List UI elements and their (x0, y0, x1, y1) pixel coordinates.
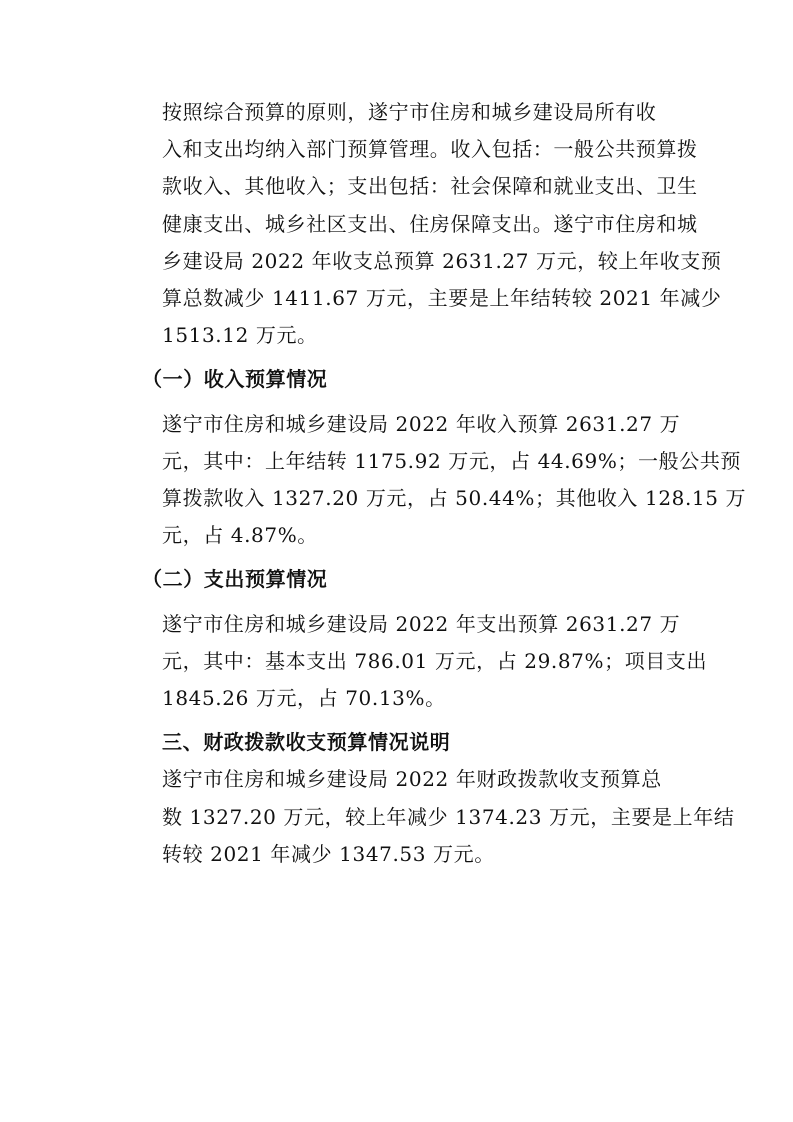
expense-section-heading: （二）支出预算情况 (142, 567, 328, 592)
fiscal-section-heading: 三、财政拨款收支预算情况说明 (162, 730, 451, 755)
text-line: 健康支出、城乡社区支出、住房保障支出。遂宁市住房和城 (162, 211, 698, 236)
document-page (122, 94, 747, 873)
text-line: 数 1327.20 万元，较上年减少 1374.23 万元，主要是上年结 (162, 804, 735, 829)
text-line: 遂宁市住房和城乡建设局 2022 年收入预算 2631.27 万 (162, 411, 681, 436)
text-line: 元，其中：上年结转 1175.92 万元，占 44.69%；一般公共预 (162, 448, 742, 473)
income-paragraph (122, 406, 747, 555)
text-line: 元，占 4.87%。 (162, 523, 318, 548)
income-section-heading: （一）收入预算情况 (142, 367, 328, 392)
text-line: 按照综合预算的原则，遂宁市住房和城乡建设局所有收 (162, 100, 657, 124)
text-line: 算拨款收入 1327.20 万元，占 50.44%；其他收入 128.15 万 (162, 486, 747, 511)
text-line: 入和支出均纳入部门预算管理。收入包括：一般公共预算拨 (162, 137, 698, 162)
text-line: 元，其中：基本支出 786.01 万元，占 29.87%；项目支出 (162, 648, 708, 673)
text-line: 款收入、其他收入；支出包括：社会保障和就业支出、卫生 (162, 174, 698, 199)
text-line: 遂宁市住房和城乡建设局 2022 年支出预算 2631.27 万 (162, 611, 681, 636)
text-line: 1513.12 万元。 (162, 323, 318, 348)
intro-paragraph (122, 94, 722, 354)
text-line: 1845.26 万元，占 70.13%。 (162, 686, 446, 711)
text-line: 算总数减少 1411.67 万元，主要是上年结转较 2021 年减少 (162, 286, 722, 311)
expense-paragraph (122, 606, 708, 718)
fiscal-paragraph (122, 761, 735, 873)
text-line: 遂宁市住房和城乡建设局 2022 年财政拨款收支预算总 (162, 767, 662, 792)
text-line: 转较 2021 年减少 1347.53 万元。 (162, 841, 495, 866)
text-line: 乡建设局 2022 年收支总预算 2631.27 万元，较上年收支预 (162, 248, 722, 273)
